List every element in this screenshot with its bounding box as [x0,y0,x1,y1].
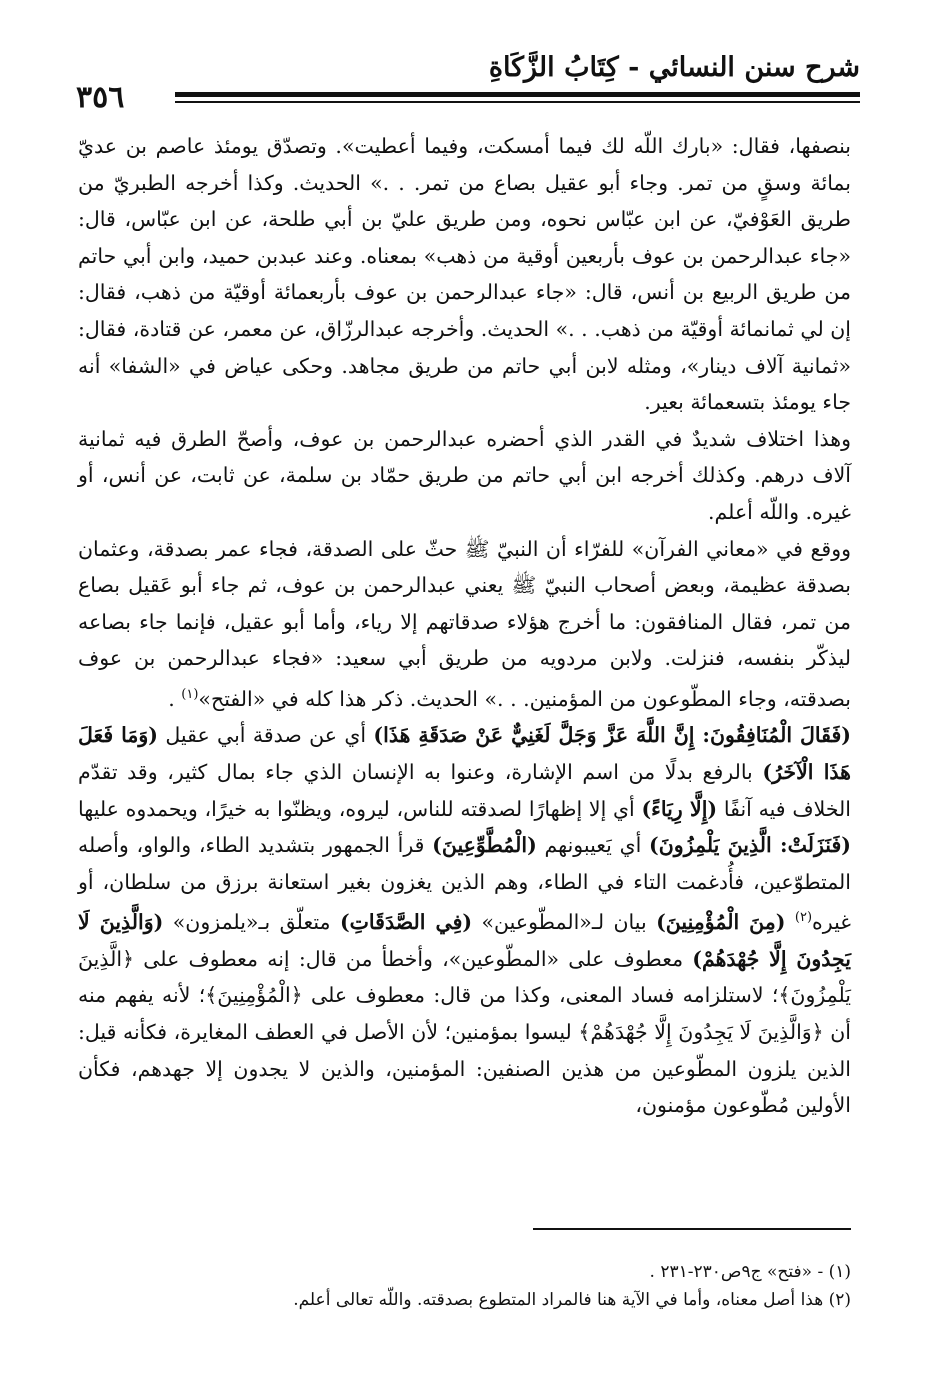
commentary-text: متعلّق بـ«يلمزون» [163,910,340,935]
quoted-text: (إِلَّا رِيَاءً) [641,796,718,821]
footnote-ref-1: (١) [181,686,199,702]
quoted-text: (مِنَ الْمُؤْمِنِينَ) [656,910,786,935]
page-header [70,52,860,114]
paragraph-3-text: ووقع في «معاني الفرآن» للفرّاء أن النبيّ ﷺ حثّ على الصدقة، فجاء عمر بصدقة، وعثمان بصدقة عظيمة، وبعض أصحاب النبيّ ﷺ يعني عبدالرحمن بن عوف، ثم جاء أبو عَقيل بصاع من تمر، فقال المنافقون: ما أخرج هؤلاء صدقاتهم إلا رياء، وأما أبو عقيل، فإنما جاء بصاعه ليذكّر بنفسه، فنزلت. ولابن مردويه من طريق أبي سعيد: «فجاء عبدالرحمن بن عوف بصدقته، وجاء المطّوعون من المؤمنين. . .» الحديث. ذكر هذا كله في «الفتح» [78,536,851,711]
quoted-text: (وَالَّذِينَ لَا يَجِدُونَ إِلَّا جُهْدَهُمْ) [78,910,851,971]
paragraph-3-end: . [168,686,182,711]
commentary-text: أي عن صدقة أبي عقيل [158,723,374,748]
commentary-text: بالرفع بدلًا من اسم الإشارة، وعنوا به الإنسان الذي جاء بمال كثير، وقد تقدّم الخلاف فيه آنفًا [78,759,851,821]
quoted-text: (فِي الصَّدَقَاتِ) [339,910,473,935]
paragraph-4 [78,717,851,1123]
commentary-text: قرأ الجمهور بتشديد الطاء، والواو، وأصله المتطوّعين، فأُدغمت التاء في الطاء، وهم الذين يغزون بغير استعانة برزق من سلطان، أو غيره [78,833,851,935]
commentary-text: أي إلا إظهارًا لصدقته للناس، ليروه، ويظنّوا به خيرًا، ويحمدوه عليها [78,796,642,821]
header-rule-thin [175,101,860,103]
footnote-1: (١) - «فتح» ج٩ص٢٣٠-٢٣١ . [649,1262,851,1282]
quoted-text: (فَقَالَ الْمُنَافِقُونَ: إِنَّ اللَّهَ عَزَّ وَجَلَّ لَغَنِيٌّ عَنْ صَدَقَةِ هَذَا) [373,723,851,748]
commentary-text [785,910,794,934]
header-rule-thick [175,92,860,97]
paragraph-2: وهذا اختلاف شديدٌ في القدر الذي أحضره عبدالرحمن بن عوف، وأصحّ الطرق فيه ثمانية آلاف درهم. وكذلك أخرجه ابن أبي حاتم من طريق حمّاد بن سلمة، عن ثابت، عن أنس، أو غيره. واللّه أعلم. [78,426,851,524]
paragraph-1: بنصفها، فقال: «بارك اللّه لك فيما أمسكت، وفيما أعطيت». وتصدّق يومئذ عاصم بن عديّ بمائة وسقٍ من تمر. وجاء أبو عقيل بصاع من تمر. . .» الحديث. وكذا أخرجه الطبريّ من طريق العَوْفيّ، عن ابن عبّاس نحوه، ومن طريق عليّ بن أبي طلحة، عن ابن عبّاس، قال: «جاء عبدالرحمن بن عوف بأربعين أوقية من ذهب» بمعناه. وعند عبدبن حميد، وابن أبي حاتم من طريق الربيع بن أنس، قال: «جاء عبدالرحمن بن عوف بأربعمائة أوقيّة من ذهب، فقال: إن لي ثمانمائة أوقيّة من ذهب. . .» الحديث. وأخرجه عبدالرزّاق، عن معمر، عن قتادة، فقال: «ثمانية آلاف دينار»، ومثله لابن أبي حاتم من طريق مجاهد. وحكى عياض في «الشفا» أنه جاء يومئذ بتسعمائة بعير. [78,134,851,415]
commentary-text: بيان لـ«المطّوعين» [472,910,657,935]
running-title: شرح سنن النسائي - كِتَابُ الزَّكَاةِ [488,52,860,83]
footnote-ref-2: (٢) [794,910,813,926]
footnote-2: (٢) هذا أصل معناه، وأما في الآية هنا فالمراد المتطوع بصدقته. واللّه تعالى أعلم. [293,1290,851,1310]
main-text [78,128,851,1124]
paragraph-3 [78,531,851,718]
page-number: ٣٥٦ [76,80,125,115]
footnotes [78,1258,851,1314]
footnote-separator [533,1228,851,1230]
commentary-text: معطوف على «المطّوعين»، وأخطأ من قال: إنه معطوف على ﴿الَّذِينَ يَلْمِزُونَ﴾؛ لاستلزامه فساد المعنى، وكذا من قال: معطوف على ﴿الْمُؤْمِنِينَ﴾؛ لأنه يفهم منه أن ﴿وَالَّذِينَ لَا يَجِدُونَ إِلَّا جُهْدَهُمْ﴾ ليسوا بمؤمنين؛ لأن الأصل في العطف المغايرة، فكأنه قيل: الذين يلزون المطّوعين من هذين الصنفين: المؤمنين، والذين لا يجدون إلا جهدهم، فكأن الأولين مُطّوعون مؤمنون، [78,946,851,1118]
quoted-text: (وَمَا فَعَلَ هَذَا الْآخَرُ) [78,723,851,784]
quoted-text: (فَنَزَلَتْ: الَّذِينَ يَلْمِزُونَ) [649,833,851,858]
commentary-text: أي يَعيبونهم [536,833,650,858]
quoted-text: (الْمُطَّوِّعِينَ) [432,833,537,858]
